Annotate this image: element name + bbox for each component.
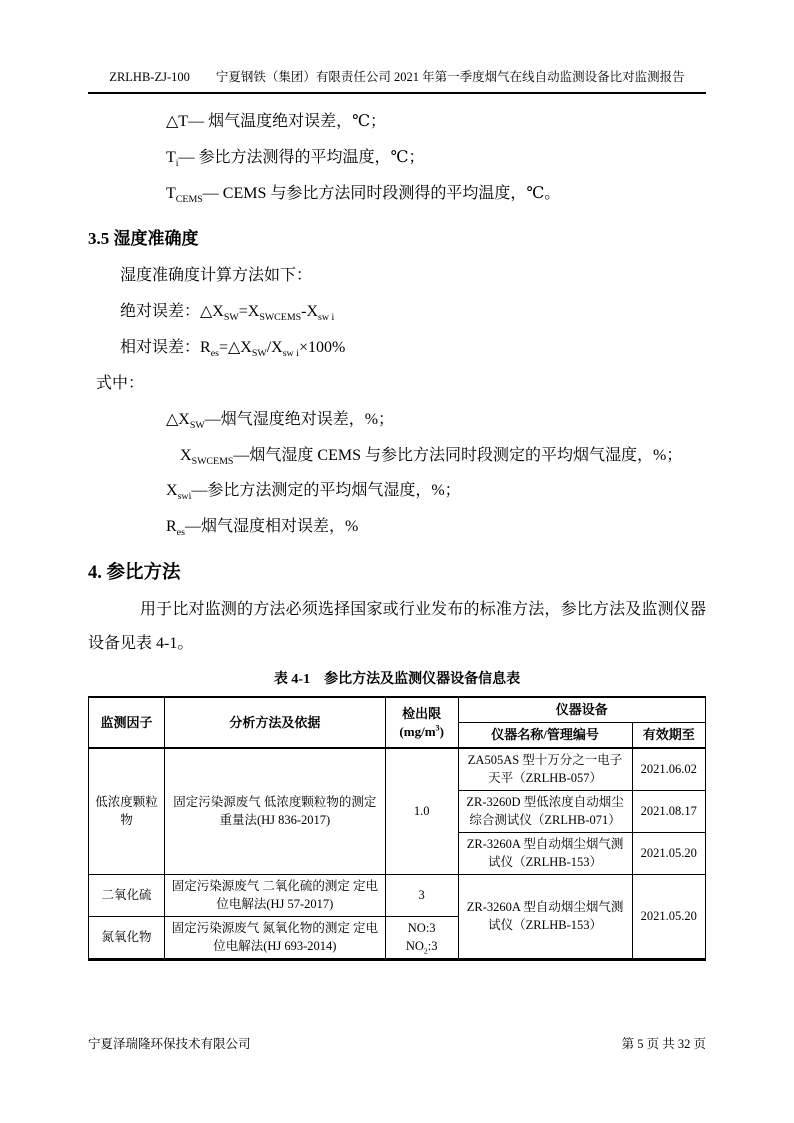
col-header-limit: 检出限 $(mg/m^3)$	[385, 697, 458, 748]
cell-limit-nox: NO:3 $NO_2:3$	[385, 917, 458, 960]
cell-limit-particulate: 1.0	[385, 748, 458, 875]
cell-factor-nox: 氮氧化物	[89, 917, 165, 960]
cell-instrument-balance: ZA505AS 型十万分之一电子天平（ZRLHB-057）	[458, 748, 632, 791]
humidity-def-xswi: $X_{swi}—$参比方法测定的平均烟气湿度，%；	[166, 482, 461, 503]
cell-factor-particulate: 低浓度颗粒物	[89, 748, 165, 875]
col-header-valid-until: 有效期至	[632, 723, 705, 749]
table-caption-title: 参比方法及监测仪器设备信息表	[324, 672, 521, 687]
page-footer	[88, 1036, 706, 1052]
cell-instrument-zr3260a-1: ZR-3260A 型自动烟尘烟气测试仪（ZRLHB-153）	[458, 833, 632, 875]
formula-absolute-error: 绝对误差：$\triangle X_{SW}=X_{SWCEMS}-X_{sw i}$	[120, 303, 335, 324]
cell-factor-so2: 二氧化硫	[89, 875, 165, 917]
col-header-instrument-name: 仪器名称/管理编号	[458, 723, 632, 749]
humidity-intro: 湿度准确度计算方法如下：	[120, 267, 313, 284]
section-4-heading: 4. 参比方法	[88, 563, 181, 583]
table-caption	[88, 669, 706, 691]
cell-method-particulate: 固定污染源废气 低浓度颗粒物的测定 重量法(HJ 836-2017)	[164, 748, 385, 875]
cell-valid-zr3260d: 2021.08.17	[632, 791, 705, 833]
cell-method-nox: 固定污染源废气 氮氧化物的测定 定电位电解法(HJ 693-2014)	[164, 917, 385, 960]
col-header-factor: 监测因子	[89, 697, 165, 748]
col-header-method: 分析方法及依据	[164, 697, 385, 748]
section-4-paragraph: 用于比对监测的方法必须选择国家或行业发布的标准方法，参比方法及监测仪器设备见表 4-1。	[88, 601, 706, 652]
col-header-equipment: 仪器设备	[458, 697, 705, 723]
humidity-def-xsw: $\triangle X_{SW}—$烟气湿度绝对误差，%；	[166, 411, 395, 432]
cell-instrument-zr3260d: ZR-3260D 型低浓度自动烟尘综合测试仪（ZRLHB-071）	[458, 791, 632, 833]
temp-def-delta-t: △T— 烟气温度绝对误差，℃；	[166, 113, 386, 130]
cell-method-so2: 固定污染源废气 二氧化硫的测定 定电位电解法(HJ 57-2017)	[164, 875, 385, 917]
cell-valid-zr3260a-1: 2021.05.20	[632, 833, 705, 875]
reference-methods-table	[88, 696, 706, 961]
footer-company: 宁夏泽瑞隆环保技术有限公司	[88, 1037, 251, 1051]
page-header	[88, 0, 706, 94]
document-title: 宁夏钢铁（集团）有限责任公司 2021 年第一季度烟气在线自动监测设备比对监测报告	[215, 70, 685, 84]
humidity-def-xswcems: $X_{SWCEMS}—$烟气湿度 CEMS 与参比方法同时段测定的平均烟气湿度，%；	[180, 447, 683, 468]
section-3-5-heading: 3.5 湿度准确度	[88, 229, 199, 248]
humidity-def-res: $R_{es}—$烟气湿度相对误差，%	[166, 518, 359, 539]
where-label: 式中：	[96, 375, 145, 392]
cell-limit-so2: 3	[385, 875, 458, 917]
table-caption-label: 表 4-1	[273, 672, 311, 687]
temp-def-ti: $T_i—$ 参比方法测得的平均温度，℃；	[166, 149, 425, 170]
formula-relative-error: 相对误差：$R_{es}=\triangle X_{SW}/X_{sw i}\times 100\%$	[120, 339, 346, 360]
cell-valid-balance: 2021.06.02	[632, 748, 705, 791]
footer-page-number: 第 5 页 共 32 页	[621, 1037, 706, 1051]
page-body	[88, 104, 706, 961]
temp-def-tcems: $T_{CEMS}—$ CEMS 与参比方法同时段测得的平均温度，℃。	[166, 185, 561, 206]
cell-instrument-zr3260a-2: ZR-3260A 型自动烟尘烟气测试仪（ZRLHB-153）	[458, 875, 632, 960]
cell-valid-zr3260a-2: 2021.05.20	[632, 875, 705, 960]
table-row	[89, 875, 706, 917]
table-row	[89, 748, 706, 791]
document-code: ZRLHB-ZJ-100	[109, 70, 190, 84]
